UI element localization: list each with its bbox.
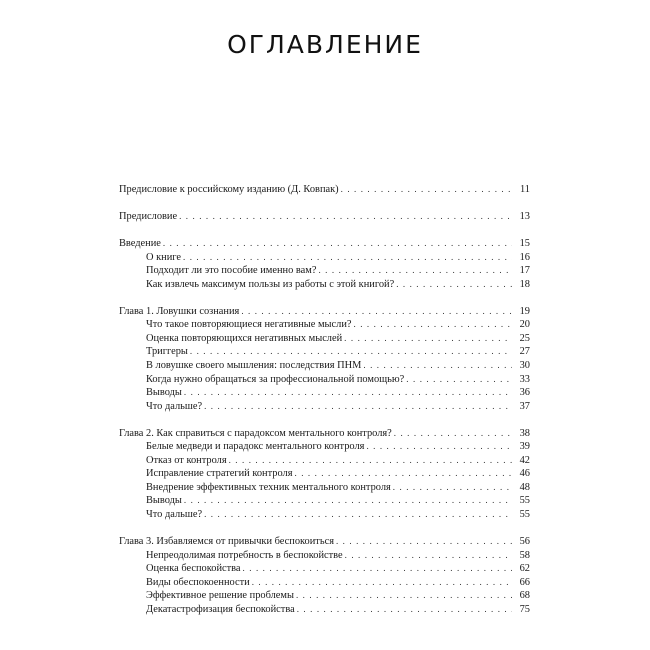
- toc-page-number: 55: [519, 508, 530, 520]
- dot-leader: [229, 454, 512, 468]
- toc-entry-title: Как извлечь максимум пользы из работы с этой книгой?: [146, 278, 395, 290]
- dot-leader: [204, 400, 512, 414]
- toc-entry-title: В ловушке своего мышления: последствия ПНМ: [146, 359, 362, 371]
- dot-leader: [163, 237, 512, 251]
- toc-page-number: 46: [519, 468, 530, 480]
- toc-subentry: [119, 603, 530, 617]
- toc-subentry: [119, 440, 530, 454]
- toc-section: [119, 237, 530, 291]
- toc-page-number: 38: [519, 427, 530, 439]
- toc-entry-title: Что дальше?: [146, 508, 203, 520]
- toc-page-number: 11: [519, 184, 530, 195]
- dot-leader: [183, 251, 512, 265]
- dot-leader: [393, 481, 512, 495]
- toc-entry-title: Что дальше?: [146, 400, 203, 412]
- toc-subentry: [119, 589, 530, 603]
- dot-leader: [241, 305, 512, 319]
- toc-page-number: 36: [519, 387, 530, 399]
- dot-leader: [252, 576, 512, 590]
- dot-leader: [406, 373, 512, 387]
- toc-entry: [119, 210, 530, 224]
- toc-entry-title: Глава 2. Как справиться с парадоксом ментального контроля?: [119, 427, 392, 439]
- toc-entry: [119, 237, 530, 251]
- toc-subentry: [119, 359, 530, 373]
- toc-section: [119, 535, 530, 616]
- toc-page-number: 19: [519, 305, 530, 317]
- toc-subentry: [119, 562, 530, 576]
- toc-subentry: [119, 400, 530, 414]
- toc-subentry: [119, 345, 530, 359]
- toc-page-number: 56: [519, 535, 530, 547]
- toc-subentry: [119, 467, 530, 481]
- toc-entry-title: О книге: [146, 251, 182, 263]
- toc-page-number: 66: [519, 576, 530, 588]
- dot-leader: [184, 386, 512, 400]
- dot-leader: [354, 318, 512, 332]
- dot-leader: [204, 508, 512, 522]
- toc-entry-title: Эффективное решение проблемы: [146, 590, 294, 602]
- dot-leader: [243, 562, 512, 576]
- dot-leader: [344, 332, 512, 346]
- dot-leader: [295, 467, 513, 481]
- toc-page-number: 20: [519, 319, 530, 331]
- toc-page-number: 48: [519, 481, 530, 493]
- toc-entry-title: Выводы: [146, 387, 182, 399]
- toc-subentry: [119, 576, 530, 590]
- toc-page-number: 18: [519, 278, 530, 290]
- toc-subentry: [119, 481, 530, 495]
- toc-subentry: [119, 251, 530, 265]
- toc-page-number: 58: [519, 549, 530, 561]
- toc-page-number: 30: [519, 359, 530, 371]
- toc-page-number: 25: [519, 332, 530, 344]
- dot-leader: [184, 494, 512, 508]
- toc-subentry: [119, 494, 530, 508]
- toc-entry: [119, 535, 530, 549]
- toc-entry-title: Глава 3. Избавляемся от привычки беспокоиться: [119, 535, 334, 547]
- toc-entry-title: Введение: [119, 238, 161, 250]
- toc-subentry: [119, 386, 530, 400]
- toc-subentry: [119, 264, 530, 278]
- toc-entry-title: Декатастрофизация беспокойства: [146, 603, 295, 615]
- toc-entry-title: Непреодолимая потребность в беспокойстве: [146, 549, 343, 561]
- toc-subentry: [119, 454, 530, 468]
- toc-entry-title: Что такое повторяющиеся негативные мысли?: [146, 319, 352, 331]
- toc-page-number: 42: [519, 454, 530, 466]
- toc-page-number: 27: [519, 346, 530, 358]
- toc-entry: [119, 427, 530, 441]
- toc-entry-title: Оценка беспокойства: [146, 563, 241, 575]
- toc-section: [119, 210, 530, 224]
- toc-entry: [119, 183, 530, 197]
- dot-leader: [179, 210, 512, 224]
- page-title: ОГЛАВЛЕНИЕ: [227, 30, 423, 59]
- dot-leader: [336, 535, 512, 549]
- toc-entry-title: Отказ от контроля: [146, 454, 227, 466]
- toc-subentry: [119, 332, 530, 346]
- toc-entry-title: Когда нужно обращаться за профессиональной помощью?: [146, 373, 405, 385]
- toc-subentry: [119, 549, 530, 563]
- dot-leader: [363, 359, 512, 373]
- toc-subentry: [119, 508, 530, 522]
- dot-leader: [394, 427, 512, 441]
- toc-entry-title: Глава 1. Ловушки сознания: [119, 305, 240, 317]
- dot-leader: [297, 603, 512, 617]
- toc-page-number: 13: [519, 211, 530, 223]
- toc-subentry: [119, 318, 530, 332]
- toc-page-number: 75: [519, 603, 530, 615]
- toc-entry-title: Исправление стратегий контроля: [146, 468, 293, 480]
- dot-leader: [366, 440, 512, 454]
- toc-section: [119, 427, 530, 522]
- toc-entry-title: Белые медведи и парадокс ментального контроля: [146, 441, 365, 453]
- toc-page-number: 55: [519, 495, 530, 507]
- toc-page-number: 62: [519, 563, 530, 575]
- toc-entry-title: Подходит ли это пособие именно вам?: [146, 265, 317, 277]
- toc-section: [119, 305, 530, 413]
- toc-section: [119, 183, 530, 197]
- toc-page-number: 33: [519, 373, 530, 385]
- toc-page-number: 37: [519, 400, 530, 412]
- toc-page-number: 39: [519, 441, 530, 453]
- toc-entry: [119, 305, 530, 319]
- toc-subentry: [119, 278, 530, 292]
- dot-leader: [345, 549, 512, 563]
- toc-subentry: [119, 373, 530, 387]
- toc-page-number: 68: [519, 590, 530, 602]
- toc-entry-title: Выводы: [146, 495, 182, 507]
- toc-page-number: 15: [519, 238, 530, 250]
- toc-entry-title: Предисловие к российскому изданию (Д. Ковпак): [119, 184, 339, 195]
- dot-leader: [396, 278, 512, 292]
- dot-leader: [341, 183, 512, 197]
- toc-entry-title: Предисловие: [119, 211, 178, 223]
- toc-entry-title: Внедрение эффективных техник ментального контроля: [146, 481, 391, 493]
- table-of-contents: [119, 183, 530, 616]
- toc-entry-title: Оценка повторяющихся негативных мыслей: [146, 332, 343, 344]
- dot-leader: [318, 264, 512, 278]
- dot-leader: [190, 345, 512, 359]
- toc-entry-title: Триггеры: [146, 346, 188, 358]
- toc-entry-title: Виды обеспокоенности: [146, 576, 250, 588]
- dot-leader: [296, 589, 512, 603]
- toc-page-number: 17: [519, 265, 530, 277]
- toc-page-number: 16: [519, 251, 530, 263]
